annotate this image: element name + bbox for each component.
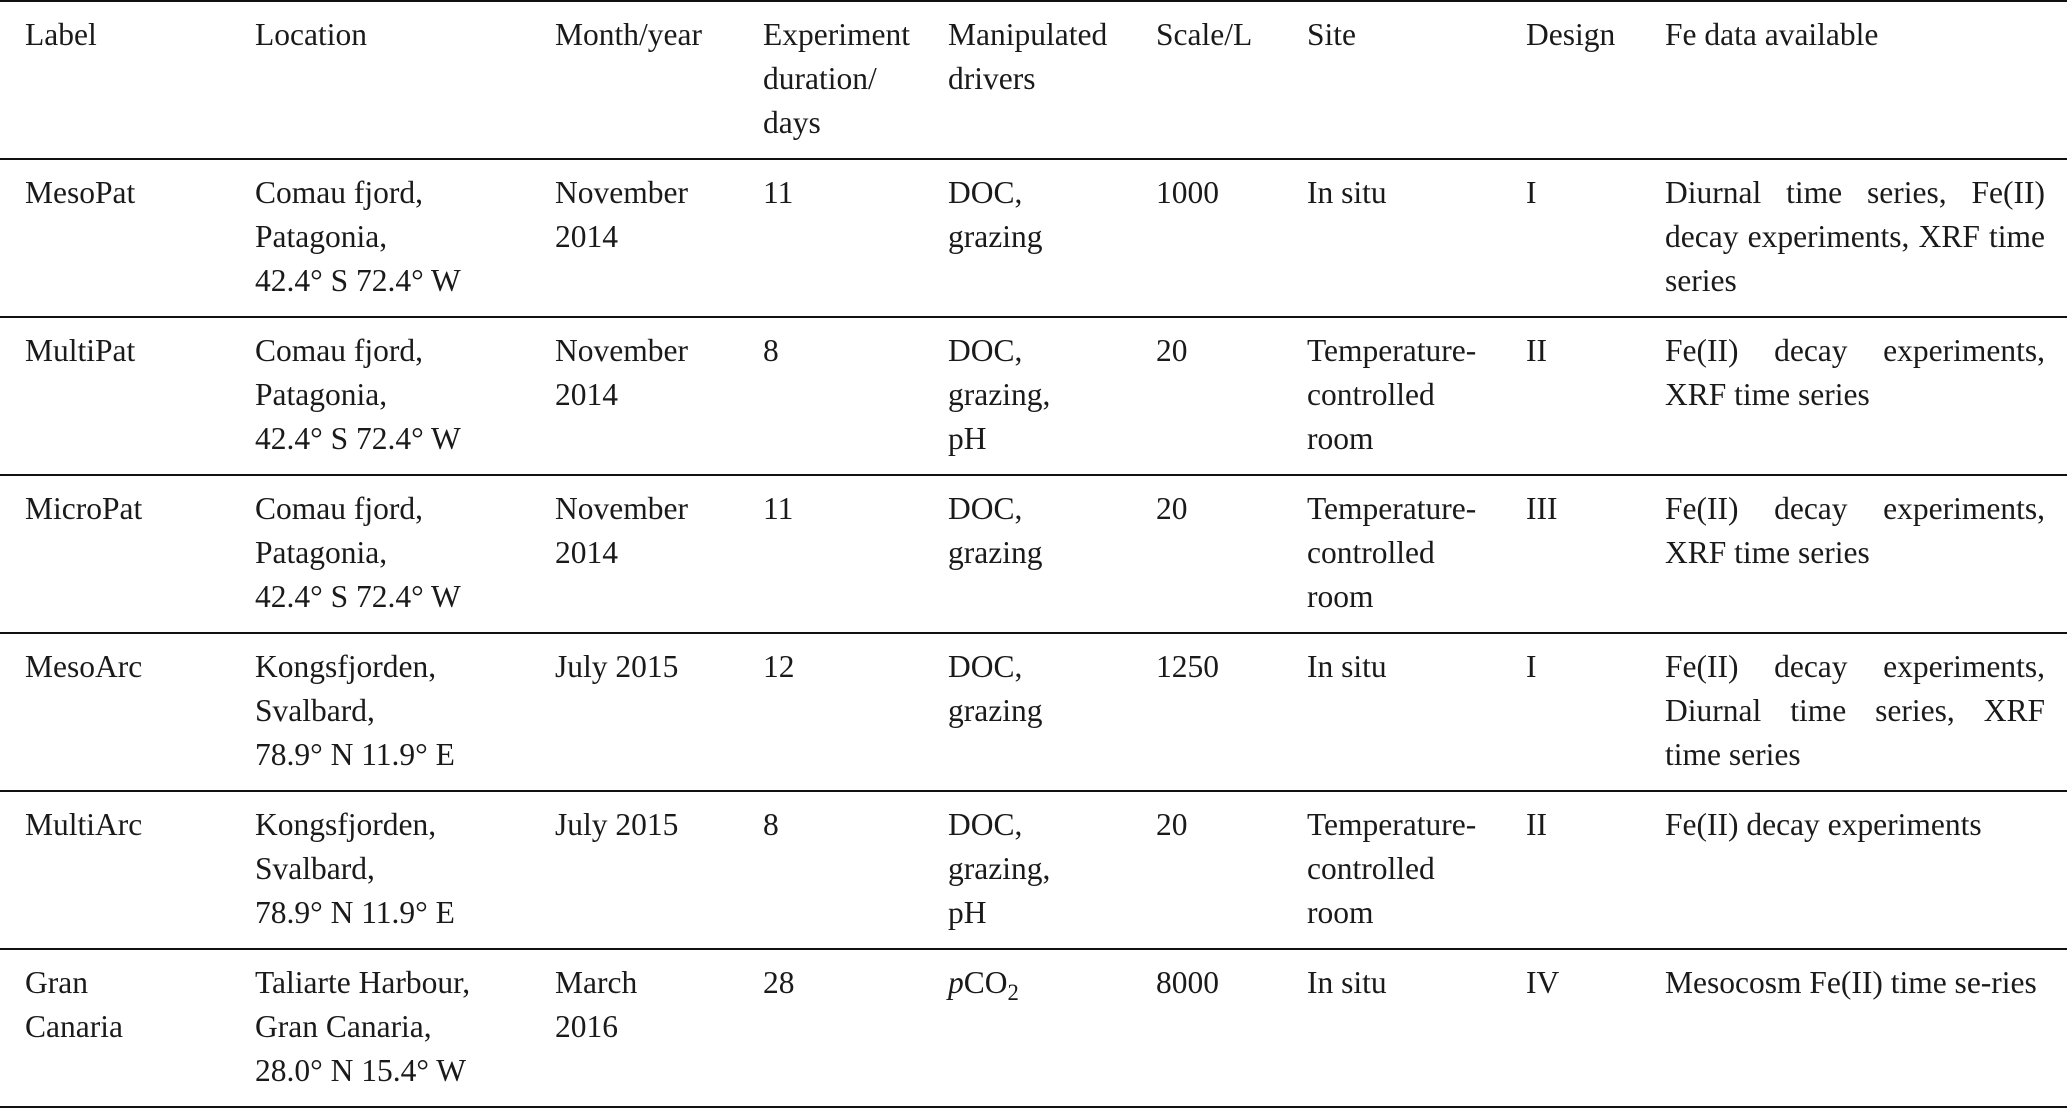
cell-fe-data: Fe(II) decay experiments, XRF time series xyxy=(1665,491,2045,570)
partial-pressure-prefix: p xyxy=(948,965,964,1000)
column-header-site xyxy=(1307,1,1526,159)
cell-fe-data: Fe(II) decay experiments, XRF time series xyxy=(1665,333,2045,412)
cell-month-year xyxy=(555,949,763,1107)
cell-location-line: Comau fjord, xyxy=(255,175,423,210)
cell-month-year-line: November xyxy=(555,333,688,368)
column-header-fe-data xyxy=(1665,1,2067,159)
cell-design: I xyxy=(1526,175,1537,210)
cell-label-line: MultiPat xyxy=(25,333,136,368)
cell-location-line: Patagonia, xyxy=(255,535,388,570)
cell-location-line: Kongsfjorden, xyxy=(255,649,437,684)
cell-location-line: Comau fjord, xyxy=(255,333,423,368)
table-row xyxy=(0,475,2067,633)
cell-location xyxy=(255,159,555,317)
cell-scale: 1250 xyxy=(1156,649,1219,684)
cell-location-line: Svalbard, xyxy=(255,693,375,728)
table-row xyxy=(0,317,2067,475)
column-header-line: Site xyxy=(1307,17,1357,52)
cell-label xyxy=(0,633,255,791)
cell-month-year xyxy=(555,159,763,317)
cell-scale: 20 xyxy=(1156,807,1188,842)
cell-month-year xyxy=(555,475,763,633)
cell-site-line: controlled xyxy=(1307,535,1435,570)
cell-month-year-line: 2016 xyxy=(555,1009,618,1044)
cell-drivers-line: pH xyxy=(948,895,987,930)
cell-location-line: 42.4° S 72.4° W xyxy=(255,421,461,456)
cell-month-year xyxy=(555,633,763,791)
cell-drivers-line: grazing, xyxy=(948,377,1051,412)
cell-drivers xyxy=(948,791,1156,949)
cell-drivers-line: DOC, xyxy=(948,649,1023,684)
cell-label xyxy=(0,159,255,317)
cell-fe-data: Fe(II) decay experiments, Diurnal time series, XRF time series xyxy=(1665,649,2045,772)
cell-scale: 1000 xyxy=(1156,175,1219,210)
cell-scale: 20 xyxy=(1156,491,1188,526)
cell-site-line: room xyxy=(1307,421,1374,456)
cell-location xyxy=(255,791,555,949)
cell-label-line: Gran xyxy=(25,965,88,1000)
cell-location-line: 42.4° S 72.4° W xyxy=(255,579,461,614)
cell-design: II xyxy=(1526,807,1547,842)
cell-month-year-line: July 2015 xyxy=(555,649,679,684)
cell-location-line: Svalbard, xyxy=(255,851,375,886)
cell-location xyxy=(255,633,555,791)
column-header-line: drivers xyxy=(948,61,1036,96)
cell-site-line: In situ xyxy=(1307,649,1387,684)
cell-month-year-line: March xyxy=(555,965,638,1000)
cell-site-line: Temperature- xyxy=(1307,807,1477,842)
cell-site-line: room xyxy=(1307,579,1374,614)
column-header-drivers xyxy=(948,1,1156,159)
cell-drivers-line: grazing xyxy=(948,693,1043,728)
cell-site-line: Temperature- xyxy=(1307,333,1477,368)
table-row xyxy=(0,791,2067,949)
cell-label-line: MicroPat xyxy=(25,491,143,526)
column-header-duration xyxy=(763,1,948,159)
cell-duration: 8 xyxy=(763,333,779,368)
cell-scale: 20 xyxy=(1156,333,1188,368)
cell-site-line: room xyxy=(1307,895,1374,930)
column-header-line: Scale/L xyxy=(1156,17,1253,52)
co2-base: CO xyxy=(963,965,1008,1000)
cell-label xyxy=(0,949,255,1107)
cell-fe-data: Fe(II) decay experiments xyxy=(1665,807,1982,842)
cell-drivers-line: DOC, xyxy=(948,491,1023,526)
cell-drivers-line: DOC, xyxy=(948,333,1023,368)
column-header-line: days xyxy=(763,105,821,140)
cell-design: III xyxy=(1526,491,1558,526)
cell-design: IV xyxy=(1526,965,1560,1000)
header-row xyxy=(0,1,2067,159)
cell-drivers xyxy=(948,633,1156,791)
cell-location-line: Taliarte Harbour, xyxy=(255,965,471,1000)
cell-drivers-line: grazing, xyxy=(948,851,1051,886)
cell-location-line: 78.9° N 11.9° E xyxy=(255,895,455,930)
cell-duration: 8 xyxy=(763,807,779,842)
column-header-line: Fe data available xyxy=(1665,17,1879,52)
cell-location xyxy=(255,949,555,1107)
cell-month-year xyxy=(555,791,763,949)
table-row xyxy=(0,949,2067,1107)
cell-design: II xyxy=(1526,333,1547,368)
cell-site-line: In situ xyxy=(1307,175,1387,210)
cell-month-year xyxy=(555,317,763,475)
cell-scale: 8000 xyxy=(1156,965,1219,1000)
table-row xyxy=(0,159,2067,317)
cell-drivers-line: grazing xyxy=(948,219,1043,254)
cell-label xyxy=(0,317,255,475)
cell-month-year-line: November xyxy=(555,175,688,210)
cell-location-line: Patagonia, xyxy=(255,377,388,412)
column-header-line: duration/ xyxy=(763,61,877,96)
cell-site xyxy=(1307,949,1526,1107)
cell-duration: 12 xyxy=(763,649,795,684)
cell-location-line: Gran Canaria, xyxy=(255,1009,432,1044)
cell-duration: 28 xyxy=(763,965,795,1000)
cell-drivers xyxy=(948,949,1156,1107)
cell-month-year-line: November xyxy=(555,491,688,526)
cell-drivers-line: DOC, xyxy=(948,807,1023,842)
table-row xyxy=(0,633,2067,791)
cell-location-line: Kongsfjorden, xyxy=(255,807,437,842)
cell-site-line: Temperature- xyxy=(1307,491,1477,526)
cell-duration: 11 xyxy=(763,175,794,210)
cell-location-line: 42.4° S 72.4° W xyxy=(255,263,461,298)
cell-location-line: Patagonia, xyxy=(255,219,388,254)
cell-location-line: 28.0° N 15.4° W xyxy=(255,1053,466,1088)
cell-site-line: controlled xyxy=(1307,851,1435,886)
cell-site xyxy=(1307,475,1526,633)
cell-label xyxy=(0,475,255,633)
cell-site xyxy=(1307,159,1526,317)
cell-site xyxy=(1307,791,1526,949)
cell-month-year-line: 2014 xyxy=(555,377,618,412)
cell-drivers-line: pH xyxy=(948,421,987,456)
cell-month-year-line: 2014 xyxy=(555,219,618,254)
cell-drivers xyxy=(948,317,1156,475)
cell-label xyxy=(0,791,255,949)
cell-design: I xyxy=(1526,649,1537,684)
cell-label-line: MesoArc xyxy=(25,649,143,684)
cell-duration: 11 xyxy=(763,491,794,526)
cell-location xyxy=(255,317,555,475)
column-header-month-year xyxy=(555,1,763,159)
cell-location-line: 78.9° N 11.9° E xyxy=(255,737,455,772)
column-header-line: Month/year xyxy=(555,17,702,52)
cell-site xyxy=(1307,317,1526,475)
column-header-line: Label xyxy=(25,17,97,52)
cell-location xyxy=(255,475,555,633)
cell-label-line: MesoPat xyxy=(25,175,136,210)
cell-drivers xyxy=(948,475,1156,633)
cell-drivers-line: DOC, xyxy=(948,175,1023,210)
column-header-line: Design xyxy=(1526,17,1616,52)
cell-site xyxy=(1307,633,1526,791)
cell-drivers xyxy=(948,159,1156,317)
co2-subscript: 2 xyxy=(1007,979,1019,1005)
cell-fe-data: Mesocosm Fe(II) time se-ries xyxy=(1665,965,2037,1000)
column-header-location xyxy=(255,1,555,159)
cell-drivers-line: grazing xyxy=(948,535,1043,570)
cell-site-line: controlled xyxy=(1307,377,1435,412)
cell-label-line: MultiArc xyxy=(25,807,143,842)
column-header-line: Location xyxy=(255,17,367,52)
column-header-line: Experiment xyxy=(763,17,910,52)
cell-location-line: Comau fjord, xyxy=(255,491,423,526)
cell-fe-data: Diurnal time series, Fe(II) decay experiments, XRF time series xyxy=(1665,175,2045,298)
cell-month-year-line: July 2015 xyxy=(555,807,679,842)
column-header-scale xyxy=(1156,1,1307,159)
column-header-design xyxy=(1526,1,1665,159)
cell-month-year-line: 2014 xyxy=(555,535,618,570)
table-body xyxy=(0,159,2067,1107)
cell-site-line: In situ xyxy=(1307,965,1387,1000)
column-header-line: Manipulated xyxy=(948,17,1108,52)
column-header-label xyxy=(0,1,255,159)
cell-label-line: Canaria xyxy=(25,1009,123,1044)
